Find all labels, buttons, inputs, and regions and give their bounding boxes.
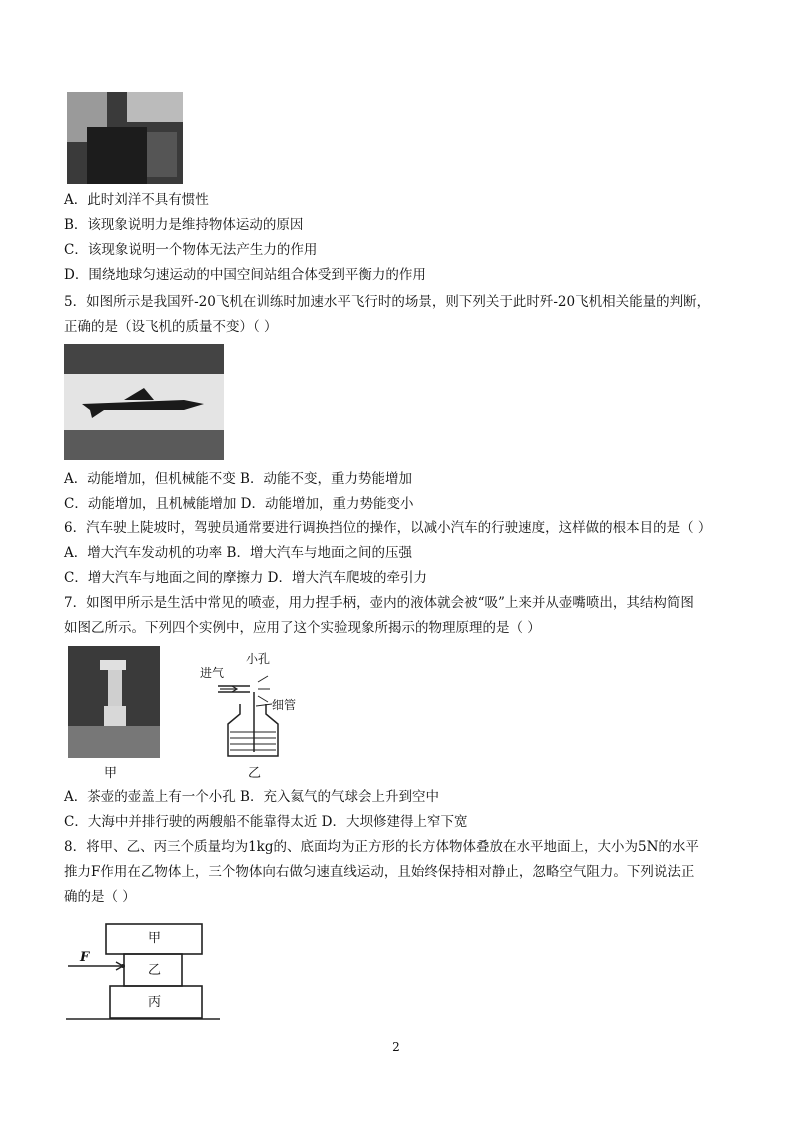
- q7-options-row1: A．茶壶的壶盖上有一个小孔 B．充入氦气的气球会上升到空中: [64, 789, 439, 805]
- q4-option-d: D．围绕地球匀速运动的中国空间站组合体受到平衡力的作用: [64, 267, 426, 283]
- q5-options-row2: C．动能增加，且机械能增加 D．动能增加，重力势能变小: [64, 496, 414, 512]
- q5-stem-line2: 正确的是（设飞机的质量不变）（ ）: [64, 319, 278, 335]
- block-jia-label: 甲: [148, 931, 162, 946]
- q4-option-a: A．此时刘洋不具有惯性: [64, 192, 209, 208]
- q6-stem: 6．汽车驶上陡坡时，驾驶员通常要进行调换挡位的操作，以减小汽车的行驶速度，这样做的根本目的是（ ）: [64, 520, 712, 536]
- q8-stem-line2: 推力F作用在乙物体上，三个物体向右做匀速直线运动，且始终保持相对静止，忽略空气阻力。下列说法正: [64, 864, 695, 880]
- spray-bottle-photo: [68, 646, 160, 758]
- label-jinqi: 进气: [200, 666, 225, 680]
- jet-photo: [64, 344, 224, 460]
- q7-stem-line1: 7．如图甲所示是生活中常见的喷壶，用力捏手柄，壶内的液体就会被“吸”上来并从壶嘴喷出，其结构简图: [64, 595, 694, 611]
- block-bing-label: 丙: [148, 995, 162, 1010]
- q7-options-row2: C．大海中并排行驶的两艘船不能靠得太近 D．大坝修建得上窄下宽: [64, 814, 468, 830]
- q6-options-row1: A．增大汽车发动机的功率 B．增大汽车与地面之间的压强: [64, 545, 412, 561]
- q4-option-b: B．该现象说明力是维持物体运动的原因: [64, 217, 304, 233]
- q4-option-c: C．该现象说明一个物体无法产生力的作用: [64, 242, 318, 258]
- force-f-label: F: [80, 950, 90, 965]
- q6-options-row2: C．增大汽车与地面之间的摩擦力 D．增大汽车爬坡的牵引力: [64, 570, 427, 586]
- q8-stem-line3: 确的是（ ）: [64, 889, 136, 905]
- q7-stem-line2: 如图乙所示。下列四个实例中，应用了这个实验现象所揭示的物理原理的是（ ）: [64, 620, 541, 636]
- astronaut-photo: [67, 92, 183, 184]
- q5-stem-line1: 5．如图所示是我国歼-20飞机在训练时加速水平飞行时的场景，则下列关于此时歼-20飞机相关能量的判断，: [64, 294, 711, 310]
- q5-options-row1: A．动能增加，但机械能不变 B．动能不变，重力势能增加: [64, 471, 412, 487]
- label-xiguan: 细管: [272, 698, 297, 712]
- fig-yi-label: 乙: [248, 766, 262, 781]
- stacked-blocks-diagram: [64, 920, 224, 1026]
- page-number: 2: [392, 1040, 400, 1054]
- fig-jia-label: 甲: [104, 766, 118, 781]
- block-yi-label: 乙: [148, 963, 162, 978]
- label-xiaokong: 小孔: [246, 652, 271, 666]
- q8-stem-line1: 8．将甲、乙、丙三个质量均为1kg的、底面均为正方形的长方体物体叠放在水平地面上，大小为5N的水平: [64, 839, 699, 855]
